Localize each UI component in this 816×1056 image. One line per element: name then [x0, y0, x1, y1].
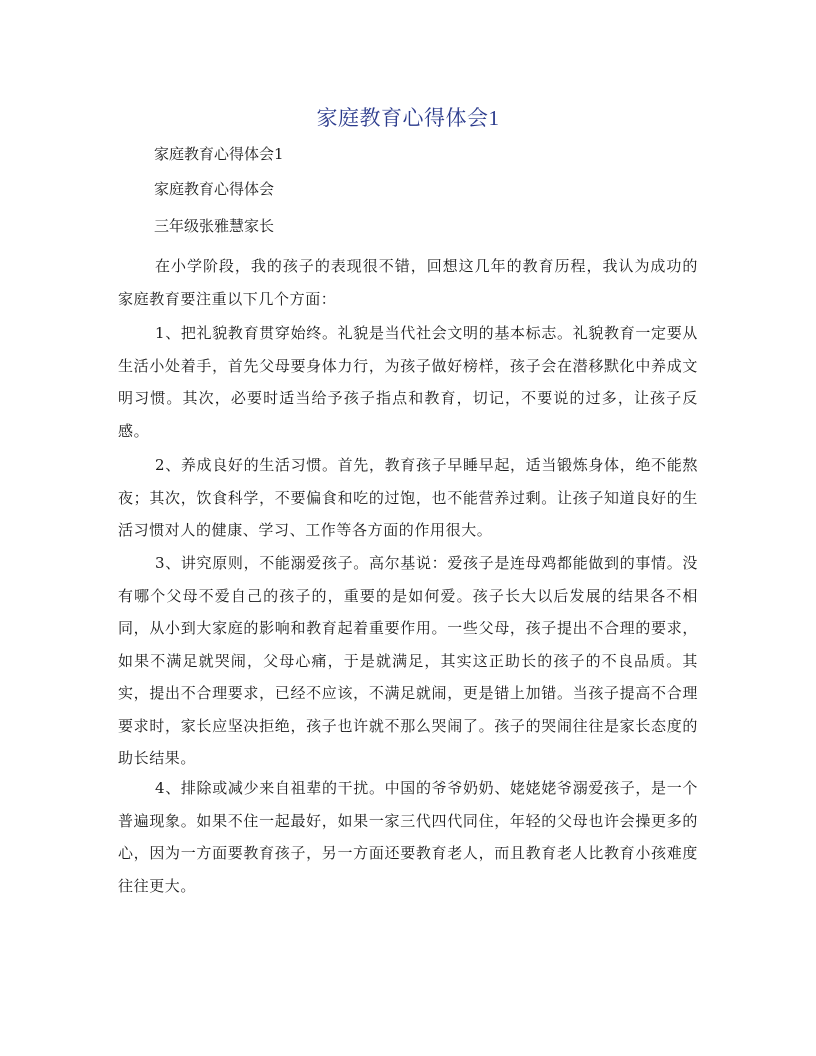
header-line-3: 三年级张雅慧家长: [154, 217, 275, 235]
paragraph-intro: 在小学阶段，我的孩子的表现很不错，回想这几年的教育历程，我认为成功的家庭教育要注重以下几个方面：: [118, 257, 698, 308]
document-title: 家庭教育心得体会1: [316, 106, 500, 130]
paragraph-4: 4、排除或减少来自祖辈的干扰。中国的爷爷奶奶、姥姥姥爷溺爱孩子，是一个普遍现象。如果不住一起最好，如果一家三代四代同住，年轻的父母也许会操更多的心，因为一方面要教育孩子，另一方面还要教育老人，而且教育老人比教育小孩难度往往更大。: [118, 779, 698, 895]
paragraph-3: 3、讲究原则，不能溺爱孩子。高尔基说：爱孩子是连母鸡都能做到的事情。没有哪个父母不爱自己的孩子的，重要的是如何爱。孩子长大以后发展的结果各不相同，从小到大家庭的影响和教育起着重要作用。一些父母，孩子提出不合理的要求，如果不满足就哭闹，父母心痛，于是就满足，其实这正助长的孩子的不良品质。其实，提出不合理要求，已经不应该，不满足就闹，更是错上加错。当孩子提高不合理要求时，家长应坚决拒绝，孩子也许就不那么哭闹了。孩子的哭闹往往是家长态度的助长结果。: [118, 554, 698, 767]
header-line-1: 家庭教育心得体会1: [154, 145, 284, 163]
header-line-2: 家庭教育心得体会: [154, 180, 275, 198]
paragraph-1: 1、把礼貌教育贯穿始终。礼貌是当代社会文明的基本标志。礼貌教育一定要从生活小处着手，首先父母要身体力行，为孩子做好榜样，孩子会在潜移默化中养成文明习惯。其次，必要时适当给予孩子指点和教育，切记，不要说的过多，让孩子反感。: [118, 324, 698, 440]
paragraph-2: 2、养成良好的生活习惯。首先，教育孩子早睡早起，适当锻炼身体，绝不能熬夜；其次，饮食科学，不要偏食和吃的过饱，也不能营养过剩。让孩子知道良好的生活习惯对人的健康、学习、工作等各方面的作用很大。: [118, 456, 698, 539]
